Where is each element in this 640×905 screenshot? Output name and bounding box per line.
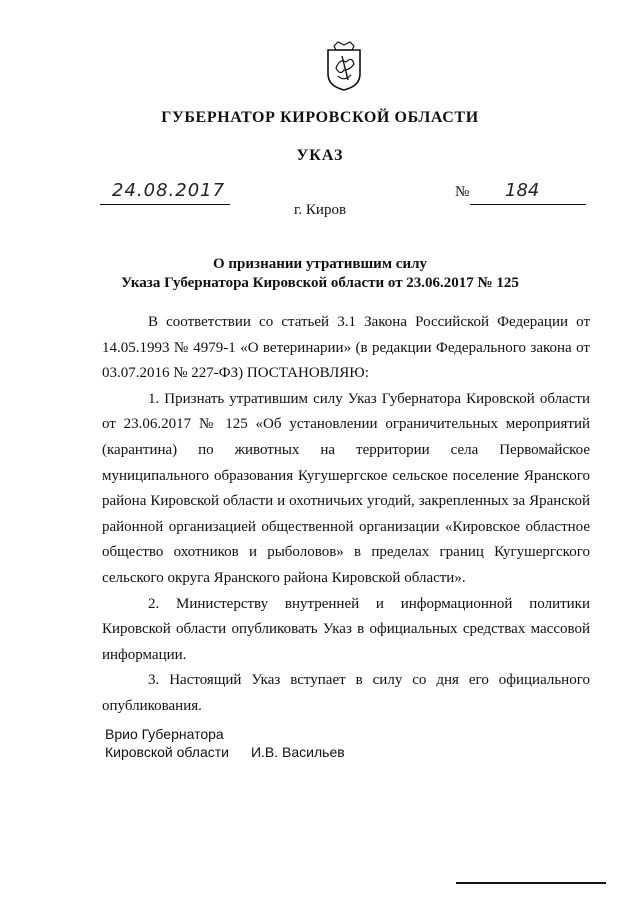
signatory-position-line-2: Кировской области [105, 744, 229, 760]
document-type-heading: УКАЗ [296, 147, 344, 164]
item-3-paragraph: 3. Настоящий Указ вступает в силу со дня его официального опубликования. [102, 672, 590, 714]
decree-number: 184 [505, 180, 540, 201]
decree-body [102, 310, 590, 720]
preamble-paragraph: В соответствии со статьей 3.1 Закона Российской Федерации от 14.05.1993 № 4979-1 «О ветеринарии» (в редакции Федерального закона от 03.07.2016 № 227-ФЗ) ПОСТАНОВЛЯЮ: [102, 314, 590, 382]
number-sign: № [455, 184, 470, 200]
item-2-paragraph: 2. Министерству внутренней и информационной политики Кировской области опубликовать Указ в официальных средствах массовой информации. [102, 595, 590, 663]
signatory-name: И.В. Васильев [250, 744, 345, 760]
signature-block [105, 725, 345, 761]
title-line-2: Указа Губернатора Кировской области от 23.06.2017 № 125 [121, 275, 519, 291]
title-line-1: О признании утратившим силу [213, 256, 427, 272]
decree-date: 24.08.2017 [112, 180, 226, 201]
bottom-rule [456, 882, 606, 884]
signatory-position-line-1: Врио Губернатора [105, 726, 224, 742]
item-1-paragraph: 1. Признать утратившим силу Указ Губернатора Кировской области от 23.06.2017 № 125 «Об установлении ограничительных мероприятий (карантина) по животных на территории села Первомайское муниципального образования Кугушергское сельское поселение Яранского района Кировской области и охотничьих угодий, закрепленных за Яранской районной организацией общественной организации «Кировское областное общество охотников и рыболовов» в пределах границ Кугушергского сельского округа Яранского района Кировской области». [102, 390, 590, 586]
coat-of-arms-icon [324, 40, 364, 92]
decree-title [0, 255, 640, 293]
city-line: г. Киров [293, 202, 347, 218]
issuer-heading: ГУБЕРНАТОР КИРОВСКОЙ ОБЛАСТИ [161, 109, 479, 126]
